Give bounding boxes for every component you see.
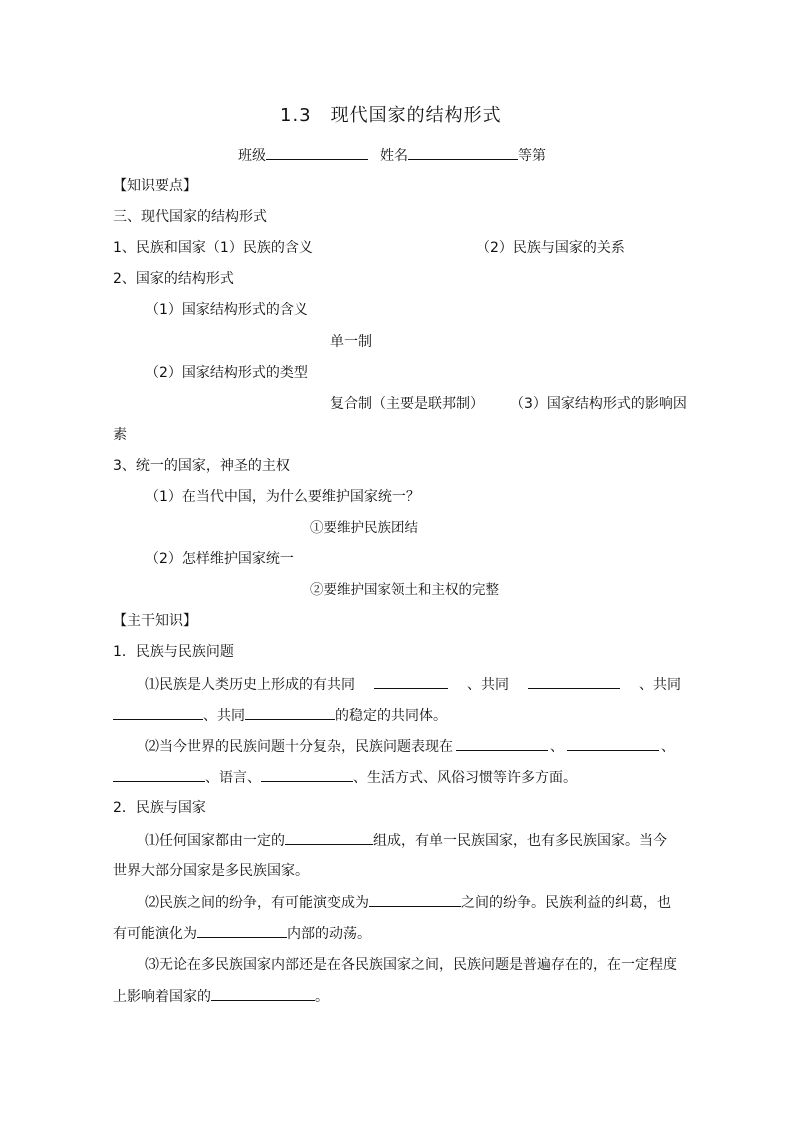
reason-1: ①要维护民族团结	[310, 520, 418, 536]
q2-p3-text-c: 。	[315, 989, 329, 1005]
q1-blank-7[interactable]	[113, 767, 205, 782]
q1-blank-5[interactable]	[456, 736, 548, 751]
q1-blank-3[interactable]	[113, 705, 203, 720]
q2-p1-text-b: 组成，有单一民族国家，也有多民族国家。当今	[373, 833, 667, 849]
q1-p1-text-b: 、共同	[467, 677, 509, 693]
reason-2: ②要维护国家领土和主权的完整	[310, 582, 499, 598]
q1-blank-6[interactable]	[567, 736, 659, 751]
class-field[interactable]	[266, 145, 368, 160]
core-knowledge-heading: 【主干知识】	[113, 613, 197, 629]
name-label: 姓名	[380, 148, 408, 164]
question-1-title: 1．民族与民族问题	[113, 644, 234, 660]
item-2: 2、国家的结构形式	[113, 271, 234, 287]
q1-blank-4[interactable]	[245, 705, 335, 720]
q1-blank-1[interactable]	[374, 674, 448, 689]
q1-p2-line1	[145, 736, 675, 757]
item-2-2: （2）国家结构形式的类型	[145, 365, 308, 381]
unitary-system: 单一制	[330, 334, 372, 350]
q1-p1-text-a: ⑴民族是人类历史上形成的有共同	[145, 677, 355, 693]
q2-blank-3[interactable]	[197, 923, 287, 938]
q1-p1-line1	[145, 674, 681, 695]
compound-system: 复合制（主要是联邦制）	[330, 396, 484, 412]
q1-p1-text-d: 、共同	[203, 708, 245, 724]
q2-p1-line1	[145, 830, 667, 851]
q1-p2-line2	[113, 767, 577, 788]
q2-p3-line1: ⑶无论在多民族国家内部还是在各民族国家之间，民族问题是普遍存在的，在一定程度	[145, 957, 677, 973]
q2-blank-4[interactable]	[211, 986, 315, 1001]
q1-blank-2[interactable]	[528, 674, 620, 689]
section-title: 三、现代国家的结构形式	[113, 209, 267, 225]
item-3-2: （2）怎样维护国家统一	[145, 551, 294, 567]
item-2-3-cont: 素	[113, 427, 127, 443]
student-info-line	[238, 145, 546, 166]
page-title: 1.3 现代国家的结构形式	[280, 105, 502, 126]
q1-p1-text-e: 的稳定的共同体。	[335, 708, 447, 724]
q1-p1-text-c: 、共同	[639, 677, 681, 693]
item-2-1: （1）国家结构形式的含义	[145, 302, 308, 318]
q1-blank-8[interactable]	[261, 767, 353, 782]
q2-p2-text-d: 内部的动荡。	[287, 926, 371, 942]
item-2-3: （3）国家结构形式的影响因	[510, 396, 687, 412]
question-2-title: 2．民族与国家	[113, 800, 206, 816]
q2-p2-line2	[113, 923, 371, 944]
q2-p2-text-b: 之间的纷争。民族利益的纠葛，也	[461, 895, 671, 911]
q2-p1-text-a: ⑴任何国家都由一定的	[145, 833, 285, 849]
q1-p2-text-d: 、语言、	[205, 770, 261, 786]
name-field[interactable]	[408, 145, 518, 160]
q2-p3-text-b: 上影响着国家的	[113, 989, 211, 1005]
q1-p2-text-c: 、	[661, 739, 675, 755]
q1-p2-text-b: 、	[550, 739, 564, 755]
q2-p1-line2: 世界大部分国家是多民族国家。	[113, 863, 309, 879]
q1-p2-text-e: 、生活方式、风俗习惯等许多方面。	[353, 770, 577, 786]
item-1-right: （2）民族与国家的关系	[476, 240, 625, 256]
q2-blank-1[interactable]	[285, 830, 373, 845]
q2-blank-2[interactable]	[369, 892, 461, 907]
grade-label: 等第	[518, 148, 546, 164]
class-label: 班级	[238, 148, 266, 164]
q1-p2-text-a: ⑵当今世界的民族问题十分复杂，民族问题表现在	[145, 739, 453, 755]
knowledge-points-heading: 【知识要点】	[113, 178, 197, 194]
q2-p2-text-a: ⑵民族之间的纷争，有可能演变成为	[145, 895, 369, 911]
q1-p1-line2	[113, 705, 447, 726]
item-1-left: 1、民族和国家（1）民族的含义	[113, 240, 313, 256]
item-3-1: （1）在当代中国，为什么要维护国家统一？	[145, 489, 420, 505]
item-3: 3、统一的国家，神圣的主权	[113, 458, 290, 474]
q2-p2-line1	[145, 892, 671, 913]
q2-p3-line2	[113, 986, 329, 1007]
q2-p2-text-c: 有可能演化为	[113, 926, 197, 942]
